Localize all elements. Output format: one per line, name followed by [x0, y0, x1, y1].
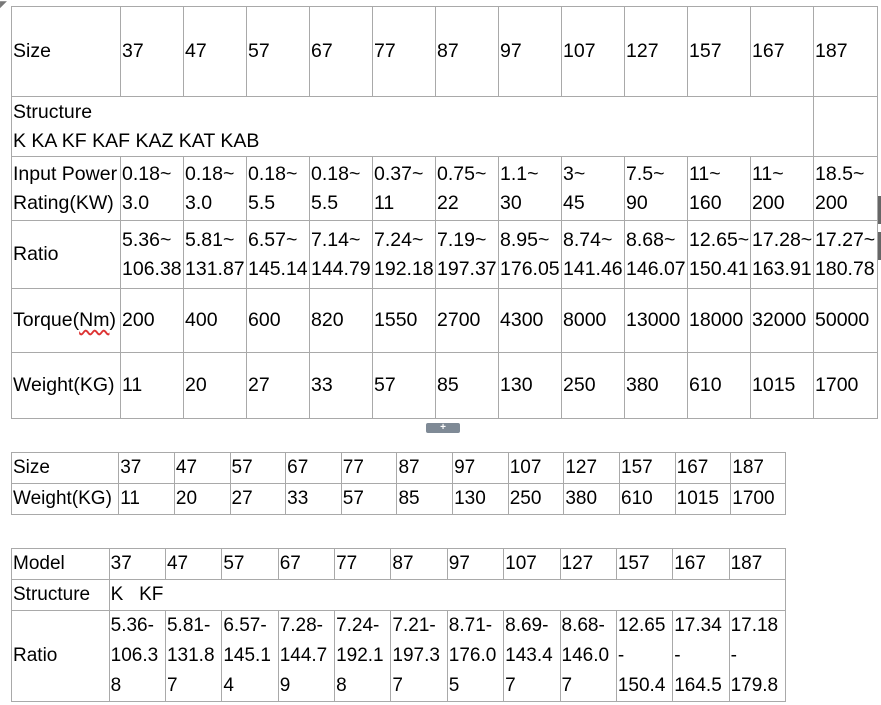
input-power-cell [184, 157, 247, 221]
model-cell: 97 [447, 549, 503, 580]
weight-cell: 33 [286, 484, 342, 515]
size-cell: 97 [499, 7, 562, 97]
ratio-line: 7 [392, 675, 403, 696]
input-power-cell [121, 157, 184, 221]
input-power-cell [751, 157, 814, 221]
ratio-min: 17.27~ [815, 228, 876, 251]
size-cell: 87 [397, 453, 453, 484]
weight-cell: 1700 [814, 353, 878, 419]
weight-cell: 27 [247, 353, 310, 419]
ratio-max: 163.91 [752, 257, 812, 280]
ratio-line: 12.65 [617, 615, 666, 636]
size-cell: 167 [751, 7, 814, 97]
torque-cell: 200 [121, 289, 184, 353]
ratio-line: 6.57- [223, 615, 267, 636]
ratio-cell [499, 221, 562, 289]
model-cell: 67 [278, 549, 334, 580]
weight-cell: 1700 [731, 484, 786, 515]
input-power-cell [247, 157, 310, 221]
model-cell: 77 [335, 549, 391, 580]
input-power-label [12, 157, 121, 221]
ratio-cell [310, 221, 373, 289]
weight-cell: 57 [341, 484, 397, 515]
structure-value: K KF [109, 580, 785, 611]
ratio-max: 192.18 [374, 257, 434, 280]
model-ratio-table [11, 548, 786, 702]
input-power-max: 11 [374, 191, 395, 214]
ratio-max: 144.79 [311, 257, 371, 280]
ratio-line: 5.36- [110, 615, 154, 636]
ratio-line: 143.4 [505, 645, 553, 666]
torque-label-suffix: ) [109, 309, 116, 331]
corner-marker: ◤ [0, 0, 7, 9]
model-label: Model [12, 549, 110, 580]
table-resize-handle[interactable]: + [426, 423, 460, 433]
ratio-min: 8.95~ [500, 228, 550, 251]
model-cell: 57 [222, 549, 278, 580]
input-power-max: 200 [815, 191, 848, 214]
torque-cell: 50000 [814, 289, 878, 353]
weight-cell: 250 [562, 353, 625, 419]
ratio-cell [109, 611, 165, 702]
input-power-cell [310, 157, 373, 221]
structure-cell [12, 97, 814, 157]
size-cell: 107 [562, 7, 625, 97]
input-power-cell [688, 157, 751, 221]
ratio-cell [673, 611, 729, 702]
size-cell: 167 [675, 453, 731, 484]
ratio-cell [121, 221, 184, 289]
weight-cell: 33 [310, 353, 373, 419]
ratio-cell [814, 221, 878, 289]
model-cell: 87 [391, 549, 447, 580]
input-power-max: 5.5 [311, 191, 339, 214]
structure-label: Structure [12, 580, 110, 611]
weight-cell: 250 [508, 484, 564, 515]
ratio-min: 7.24~ [374, 228, 424, 251]
ratio-line: 197.3 [392, 645, 440, 666]
size-cell: 87 [436, 7, 499, 97]
ratio-min: 7.19~ [437, 228, 487, 251]
ratio-cell [184, 221, 247, 289]
ratio-line: 17.34 [674, 615, 722, 636]
ratio-min: 5.36~ [122, 228, 172, 251]
weight-cell: 380 [564, 484, 620, 515]
ratio-row [12, 611, 786, 702]
size-cell: 107 [508, 453, 564, 484]
ratio-line: - [617, 645, 625, 666]
model-row [12, 549, 786, 580]
ratio-min: 7.14~ [311, 228, 361, 251]
ratio-line: 131.8 [166, 645, 215, 666]
size-cell: 187 [731, 453, 786, 484]
input-power-min: 11~ [752, 162, 784, 185]
weight-cell: 610 [620, 484, 676, 515]
ratio-cell [447, 611, 503, 702]
torque-cell: 820 [310, 289, 373, 353]
size-cell: 157 [620, 453, 676, 484]
torque-cell: 600 [247, 289, 310, 353]
weight-label: Weight(KG) [12, 484, 119, 515]
ratio-line: 150.4 [617, 675, 666, 696]
size-row [12, 7, 878, 97]
weight-cell: 27 [230, 484, 286, 515]
ratio-max: 176.05 [500, 257, 560, 280]
ratio-line: 146.0 [561, 645, 610, 666]
ratio-cell [247, 221, 310, 289]
size-cell: 157 [688, 7, 751, 97]
structure-value: K KA KF KAF KAZ KAT KAB [13, 129, 260, 152]
torque-cell: 2700 [436, 289, 499, 353]
weight-cell: 380 [625, 353, 688, 419]
input-power-min: 18.5~ [815, 162, 865, 185]
ratio-max: 150.41 [689, 257, 749, 280]
torque-row [12, 289, 878, 353]
ratio-line: 145.1 [223, 645, 271, 666]
size-cell: 77 [373, 7, 436, 97]
input-power-min: 0.18~ [185, 162, 235, 185]
structure-row [12, 580, 786, 611]
weight-cell: 1015 [675, 484, 731, 515]
model-cell: 37 [109, 549, 165, 580]
weight-cell: 85 [436, 353, 499, 419]
ratio-line: 8 [110, 675, 122, 696]
input-power-cell [373, 157, 436, 221]
input-power-min: 0.75~ [437, 162, 487, 185]
ratio-min: 12.65~ [689, 228, 750, 251]
weight-label: Weight(KG) [12, 353, 121, 419]
input-power-min: 0.18~ [248, 162, 298, 185]
ratio-cell [165, 611, 221, 702]
input-power-max: 160 [689, 191, 722, 214]
input-power-max: 90 [626, 191, 648, 214]
ratio-line: 4 [223, 675, 234, 696]
ratio-line: - [674, 645, 681, 666]
ratio-line: 176.0 [448, 645, 497, 666]
size-cell: 37 [119, 453, 175, 484]
torque-cell: 400 [184, 289, 247, 353]
torque-label-prefix: Torque( [13, 309, 80, 331]
ratio-min: 17.28~ [752, 228, 813, 251]
structure-row [12, 97, 878, 157]
input-power-min: 1.1~ [500, 162, 539, 185]
size-cell: 77 [341, 453, 397, 484]
ratio-cell [436, 221, 499, 289]
ratio-line: 7.28- [279, 615, 324, 636]
input-power-min: 0.37~ [374, 162, 424, 185]
size-cell: 47 [184, 7, 247, 97]
size-cell: 67 [286, 453, 342, 484]
input-power-min: 0.18~ [122, 162, 172, 185]
structure-label: Structure [13, 100, 93, 123]
input-power-max: 3.0 [185, 191, 213, 214]
torque-cell: 8000 [562, 289, 625, 353]
ratio-cell [625, 221, 688, 289]
weight-cell: 20 [174, 484, 230, 515]
ratio-line: 8.71- [448, 615, 493, 636]
ratio-line: 17.18 [730, 615, 779, 636]
input-power-row [12, 157, 878, 221]
ratio-min: 8.68~ [626, 228, 676, 251]
ratio-label: Ratio [12, 221, 121, 289]
input-power-min: 11~ [689, 162, 721, 185]
input-power-max: 22 [437, 191, 459, 214]
ratio-max: 146.07 [626, 257, 686, 280]
input-power-min: 0.18~ [311, 162, 361, 185]
input-power-cell [814, 157, 878, 221]
ratio-line: 8 [336, 675, 347, 696]
ratio-line: 7 [505, 675, 516, 696]
ratio-cell [688, 221, 751, 289]
torque-cell: 13000 [625, 289, 688, 353]
ratio-min: 6.57~ [248, 228, 298, 251]
size-cell: 127 [564, 453, 620, 484]
ratio-line: 5.81- [166, 615, 211, 636]
ratio-line: 7 [561, 675, 573, 696]
weight-cell: 130 [499, 353, 562, 419]
weight-cell: 20 [184, 353, 247, 419]
size-cell: 47 [174, 453, 230, 484]
torque-label-unit: Nm [79, 309, 110, 331]
torque-cell: 32000 [751, 289, 814, 353]
torque-cell: 4300 [499, 289, 562, 353]
input-power-max: 45 [563, 191, 585, 214]
ratio-max: 106.38 [122, 257, 182, 280]
ratio-line: 8.68- [561, 615, 605, 636]
ratio-min: 5.81~ [185, 228, 235, 251]
model-cell: 187 [729, 549, 785, 580]
ratio-max: 180.78 [815, 257, 875, 280]
ratio-line: 8.69- [505, 615, 549, 636]
ratio-max: 145.14 [248, 257, 308, 280]
input-power-label-line2: Rating(KW) [13, 191, 114, 214]
size-cell: 67 [310, 7, 373, 97]
weight-cell: 1015 [751, 353, 814, 419]
input-power-label-line1: Input Power [13, 162, 118, 185]
model-cell: 127 [560, 549, 616, 580]
size-label: Size [12, 453, 119, 484]
specs-table [11, 6, 878, 419]
model-cell: 47 [165, 549, 221, 580]
weight-cell: 11 [119, 484, 175, 515]
ratio-line: 106.3 [110, 645, 159, 666]
input-power-cell [499, 157, 562, 221]
model-cell: 107 [504, 549, 560, 580]
ratio-line: 9 [279, 675, 291, 696]
input-power-max: 200 [752, 191, 785, 214]
weight-table [11, 452, 786, 515]
ratio-line: 7.21- [392, 615, 436, 636]
ratio-line: 164.5 [674, 675, 722, 696]
size-cell: 37 [121, 7, 184, 97]
ratio-cell [751, 221, 814, 289]
size-cell: 57 [230, 453, 286, 484]
ratio-line: - [730, 645, 737, 666]
ratio-line: 144.7 [279, 645, 328, 666]
model-cell: 157 [616, 549, 672, 580]
size-row [12, 453, 786, 484]
ratio-cell [616, 611, 672, 702]
ratio-max: 131.87 [185, 257, 245, 280]
ratio-line: 7.24- [336, 615, 380, 636]
ratio-cell [729, 611, 785, 702]
weight-cell: 11 [121, 353, 184, 419]
ratio-line: 192.1 [336, 645, 384, 666]
size-cell: 187 [814, 7, 878, 97]
weight-cell: 57 [373, 353, 436, 419]
input-power-min: 7.5~ [626, 162, 665, 185]
input-power-cell [625, 157, 688, 221]
input-power-max: 3.0 [122, 191, 150, 214]
weight-row [12, 353, 878, 419]
ratio-cell [504, 611, 560, 702]
input-power-max: 5.5 [248, 191, 276, 214]
ratio-max: 197.37 [437, 257, 497, 280]
size-cell: 57 [247, 7, 310, 97]
size-cell: 127 [625, 7, 688, 97]
ratio-cell [391, 611, 447, 702]
ratio-max: 141.46 [563, 257, 623, 280]
weight-cell: 130 [453, 484, 509, 515]
torque-cell: 18000 [688, 289, 751, 353]
size-label: Size [12, 7, 121, 97]
weight-row [12, 484, 786, 515]
model-cell: 167 [673, 549, 729, 580]
ratio-line: 179.8 [730, 675, 779, 696]
ratio-min: 8.74~ [563, 228, 613, 251]
ratio-cell [278, 611, 334, 702]
structure-empty-cell [814, 97, 878, 157]
input-power-cell [436, 157, 499, 221]
ratio-line: 7 [166, 675, 178, 696]
ratio-label: Ratio [12, 611, 110, 702]
input-power-cell [562, 157, 625, 221]
ratio-cell [562, 221, 625, 289]
input-power-max: 30 [500, 191, 522, 214]
ratio-line: 5 [448, 675, 460, 696]
ratio-cell [335, 611, 391, 702]
weight-cell: 85 [397, 484, 453, 515]
input-power-min: 3~ [563, 162, 586, 185]
ratio-cell [222, 611, 278, 702]
weight-cell: 610 [688, 353, 751, 419]
ratio-cell [560, 611, 616, 702]
torque-label [12, 289, 121, 353]
size-cell: 97 [453, 453, 509, 484]
ratio-row [12, 221, 878, 289]
ratio-cell [373, 221, 436, 289]
torque-cell: 1550 [373, 289, 436, 353]
